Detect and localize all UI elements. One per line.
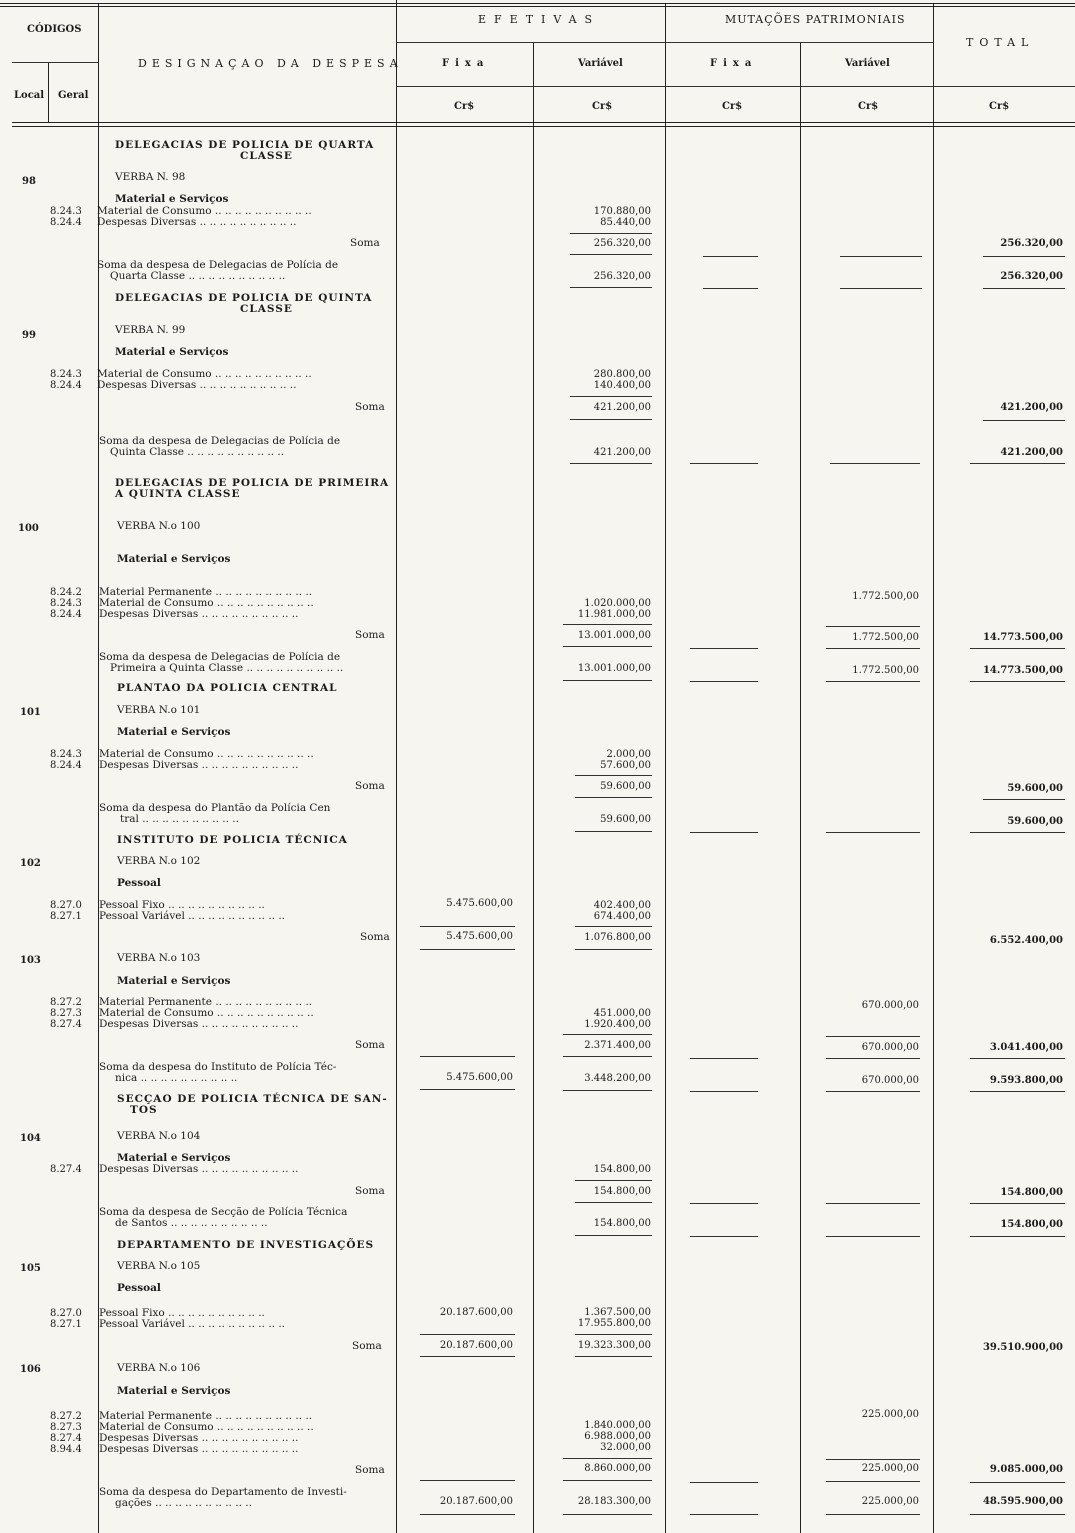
subtotal-rule (826, 1058, 920, 1059)
row-code: 8.27.0 (50, 1308, 82, 1319)
subtotal-rule (826, 1459, 920, 1460)
dash-rule (983, 256, 1065, 257)
soma-var: 59.600,00 (600, 781, 651, 792)
subtotal-rule (563, 1056, 652, 1057)
soma-total: 9.085.000,00 (989, 1464, 1063, 1475)
dash-rule (840, 256, 922, 257)
total-rule (970, 681, 1065, 682)
row-var: 6.988.000,00 (584, 1431, 651, 1442)
row-mut-var: 1.772.500,00 (852, 591, 919, 602)
row-var: 402.400,00 (593, 900, 651, 911)
total-rule (970, 1091, 1065, 1092)
soma-var: 19.323.300,00 (577, 1340, 651, 1351)
row-var: 1.367.500,00 (584, 1307, 651, 1318)
soma-label: Soma (355, 1464, 385, 1476)
section-title: SECÇAO DE POLICIA TÉCNICA DE SAN- (117, 1093, 388, 1105)
soma-label: Soma (355, 1039, 385, 1051)
sum-label-cont: de Santos .. .. .. .. .. .. .. .. .. .. (115, 1217, 268, 1229)
sum-label: Soma da despesa do Plantão da Polícia Cen (99, 802, 331, 814)
soma-total: 14.773.500,00 (982, 632, 1063, 643)
total-rule (570, 287, 652, 288)
soma-var: 2.371.400,00 (584, 1040, 651, 1051)
row-desc: Material de Consumo .. .. .. .. .. .. .. .. .. .. (97, 205, 312, 217)
row-desc: Despesas Diversas .. .. .. .. .. .. .. .. .. .. (99, 1432, 299, 1444)
row-desc: Pessoal Fixo .. .. .. .. .. .. .. .. .. .. (99, 1307, 265, 1319)
row-desc: Material Permanente .. .. .. .. .. .. .. .. .. .. (99, 1410, 313, 1422)
row-code: 8.24.3 (50, 598, 82, 609)
row-code: 8.24.4 (50, 760, 82, 771)
total-rule (970, 1236, 1065, 1237)
soma-label: Soma (352, 1340, 382, 1352)
row-var: 154.800,00 (593, 1164, 651, 1175)
soma-label: Soma (355, 1185, 385, 1197)
sum-mut-var: 670.000,00 (861, 1075, 919, 1086)
total-rule (420, 1514, 515, 1515)
group-label: Material e Serviços (117, 726, 231, 738)
row-var: 170.880,00 (593, 206, 651, 217)
sum-label-cont: Quarta Classe .. .. .. .. .. .. .. .. .. .. (110, 270, 286, 282)
row-code: 8.24.3 (50, 749, 82, 760)
subtotal-rule (575, 926, 652, 927)
row-desc: Despesas Diversas .. .. .. .. .. .. .. .. .. .. (99, 1163, 299, 1175)
rule-currency (396, 86, 1075, 87)
row-var: 1.020.000,00 (584, 598, 651, 609)
dash-rule (690, 832, 758, 833)
row-desc: Material de Consumo .. .. .. .. .. .. .. .. .. .. (99, 597, 314, 609)
total-rule (570, 463, 652, 464)
rule-mutacoes-fixa (800, 42, 801, 1533)
row-mut-var: 670.000,00 (861, 1000, 919, 1011)
row-code: 8.27.4 (50, 1164, 82, 1175)
sum-label-cont: nica .. .. .. .. .. .. .. .. .. .. (115, 1072, 238, 1084)
verba-label: VERBA N.o 101 (117, 704, 201, 716)
row-var: 17.955.800,00 (577, 1318, 651, 1329)
row-code: 8.27.0 (50, 900, 82, 911)
dash-rule (690, 1091, 758, 1092)
row-code: 8.94.4 (50, 1444, 82, 1455)
sum-var: 28.183.300,00 (577, 1496, 651, 1507)
row-desc: Despesas Diversas .. .. .. .. .. .. .. .. .. .. (97, 216, 297, 228)
subtotal-rule (826, 626, 920, 627)
soma-label: Soma (360, 931, 390, 943)
local-code: 106 (20, 1364, 41, 1375)
total-rule (563, 680, 652, 681)
row-code: 8.27.2 (50, 997, 82, 1008)
soma-total: 154.800,00 (1000, 1187, 1063, 1198)
soma-total: 421.200,00 (1000, 402, 1063, 413)
dash-rule (970, 648, 1065, 649)
row-var: 32.000,00 (600, 1442, 651, 1453)
rule-codigos-split (12, 62, 98, 63)
group-label: Material e Serviços (115, 193, 229, 205)
subtotal-rule (570, 254, 652, 255)
row-desc: Despesas Diversas .. .. .. .. .. .. .. .. .. .. (99, 1443, 299, 1455)
row-var: 140.400,00 (593, 380, 651, 391)
row-desc: Despesas Diversas .. .. .. .. .. .. .. .. .. .. (99, 1018, 299, 1030)
dash-rule (690, 463, 758, 464)
local-code: 100 (18, 523, 39, 534)
soma-fixa: 5.475.600,00 (446, 931, 513, 942)
total-rule (970, 832, 1065, 833)
soma-var: 8.860.000,00 (584, 1463, 651, 1474)
row-var: 674.400,00 (593, 911, 651, 922)
soma-mut-var: 1.772.500,00 (852, 632, 919, 643)
verba-label: VERBA N.o 104 (117, 1130, 201, 1142)
row-desc: Despesas Diversas .. .. .. .. .. .. .. .. .. .. (97, 379, 297, 391)
total-rule (970, 1514, 1065, 1515)
header-geral: Geral (58, 90, 89, 101)
dash-rule (840, 288, 922, 289)
dash-rule (970, 1482, 1065, 1483)
dash-rule (970, 463, 1065, 464)
row-code: 8.27.4 (50, 1433, 82, 1444)
row-var: 1.920.400,00 (584, 1019, 651, 1030)
subtotal-rule (575, 1202, 652, 1203)
subtotal-rule (575, 1356, 652, 1357)
row-var: 11.981.000,00 (577, 609, 651, 620)
total-rule (563, 1090, 652, 1091)
local-code: 103 (20, 955, 41, 966)
total-rule (826, 1514, 920, 1515)
subtotal-rule (563, 1480, 652, 1481)
sum-total: 256.320,00 (1000, 271, 1063, 282)
currency-mut-fixa: Cr$ (722, 101, 743, 112)
row-desc: Material de Consumo .. .. .. .. .. .. .. .. .. .. (97, 368, 312, 380)
subtotal-rule (420, 1056, 515, 1057)
rule-header-bottom (12, 122, 1075, 123)
row-var: 1.840.000,00 (584, 1420, 651, 1431)
local-code: 98 (22, 176, 36, 187)
soma-var: 256.320,00 (593, 238, 651, 249)
row-code: 8.27.4 (50, 1019, 82, 1030)
sum-label-cont: Primeira a Quinta Classe .. .. .. .. .. .. .. .. .. .. (110, 662, 344, 674)
row-desc: Material Permanente .. .. .. .. .. .. .. .. .. .. (99, 996, 313, 1008)
header-codigos: CÓDIGOS (27, 24, 82, 35)
group-label: Material e Serviços (115, 346, 229, 358)
dash-rule (983, 288, 1065, 289)
row-var: 280.800,00 (593, 369, 651, 380)
dash-rule (826, 1203, 920, 1204)
sum-mut-var: 1.772.500,00 (852, 665, 919, 676)
subtotal-rule (826, 1036, 920, 1037)
local-code: 102 (20, 858, 41, 869)
dash-rule (690, 648, 758, 649)
soma-var: 13.001.000,00 (577, 630, 651, 641)
row-code: 8.27.2 (50, 1411, 82, 1422)
sum-label-cont: tral .. .. .. .. .. .. .. .. .. .. (120, 813, 239, 825)
sum-total: 48.595.900,00 (982, 1496, 1063, 1507)
header-designacao: DESIGNAÇAO DA DESPESA (138, 57, 403, 70)
rule-header-bottom-2 (12, 126, 1075, 127)
row-code: 8.24.3 (50, 206, 82, 217)
soma-var: 154.800,00 (593, 1186, 651, 1197)
subtotal-rule (420, 926, 515, 927)
currency-total: Cr$ (989, 101, 1010, 112)
row-code: 8.24.2 (50, 587, 82, 598)
sum-label: Soma da despesa de Delegacias de Polícia de (99, 651, 341, 663)
rule-top-2 (0, 6, 1075, 7)
total-rule (826, 681, 920, 682)
sum-mut-var: 225.000,00 (861, 1496, 919, 1507)
sum-var: 421.200,00 (593, 447, 651, 458)
row-desc: Material de Consumo .. .. .. .. .. .. .. .. .. .. (99, 1007, 314, 1019)
verba-label: VERBA N.o 102 (117, 855, 201, 867)
group-label: Material e Serviços (117, 975, 231, 987)
dash-rule (690, 1058, 758, 1059)
soma-mut-var: 225.000,00 (861, 1463, 919, 1474)
rule-designacao (396, 0, 397, 1533)
header-variavel: Variável (578, 58, 623, 69)
subtotal-rule (563, 646, 652, 647)
dash-rule (690, 1236, 758, 1237)
row-desc: Despesas Diversas .. .. .. .. .. .. .. .. .. .. (99, 759, 299, 771)
currency-fixa: Cr$ (454, 101, 475, 112)
subtotal-rule (826, 648, 920, 649)
subtotal-rule (575, 1180, 652, 1181)
verba-label: VERBA N. 99 (115, 324, 186, 336)
sum-total: 421.200,00 (1000, 447, 1063, 458)
dash-rule (703, 288, 758, 289)
verba-label: VERBA N.o 106 (117, 1362, 201, 1374)
row-code: 8.27.1 (50, 911, 82, 922)
group-label: Pessoal (117, 877, 161, 889)
row-fixa: 5.475.600,00 (446, 898, 513, 909)
dash-rule (690, 1482, 758, 1483)
local-code: 105 (20, 1263, 41, 1274)
rule-top (0, 3, 1075, 4)
row-desc: Pessoal Variável .. .. .. .. .. .. .. .. .. .. (99, 910, 286, 922)
group-label: Material e Serviços (117, 1152, 231, 1164)
header-local: Local (14, 90, 45, 101)
soma-total: 39.510.900,00 (982, 1342, 1063, 1353)
header-fixa: Fixa (442, 58, 490, 69)
row-mut-var: 225.000,00 (861, 1409, 919, 1420)
soma-total: 59.600,00 (1007, 783, 1063, 794)
verba-label: VERBA N.o 100 (117, 520, 201, 532)
dash-rule (690, 1203, 758, 1204)
subtotal-rule (420, 1356, 515, 1357)
group-label: Material e Serviços (117, 553, 231, 565)
sum-label: Soma da despesa de Secção de Polícia Técnica (99, 1206, 348, 1218)
row-var: 451.000,00 (593, 1008, 651, 1019)
subtotal-rule (570, 396, 652, 397)
soma-mut-var: 670.000,00 (861, 1042, 919, 1053)
local-code: 101 (20, 707, 41, 718)
header-total: TOTAL (966, 36, 1035, 49)
subtotal-rule (420, 1334, 515, 1335)
sum-label: Soma da despesa do Departamento de Investi- (99, 1486, 347, 1498)
group-label: Material e Serviços (117, 1385, 231, 1397)
total-rule (420, 1089, 515, 1090)
dash-rule (983, 799, 1065, 800)
soma-var: 1.076.800,00 (584, 932, 651, 943)
verba-label: VERBA N.o 103 (117, 952, 201, 964)
row-desc: Material Permanente .. .. .. .. .. .. .. .. .. .. (99, 586, 313, 598)
sum-label-cont: Quinta Classe .. .. .. .. .. .. .. .. .. .. (110, 446, 285, 458)
subtotal-rule (575, 949, 652, 950)
dash-rule (826, 832, 920, 833)
subtotal-rule (826, 1481, 920, 1482)
sum-fixa: 5.475.600,00 (446, 1072, 513, 1083)
section-title-cont: TOS (130, 1104, 158, 1116)
row-code: 8.24.3 (50, 369, 82, 380)
section-title: DEPARTAMENTO DE INVESTIGAÇÕES (117, 1239, 375, 1251)
sum-total: 154.800,00 (1000, 1219, 1063, 1230)
soma-total: 6.552.400,00 (989, 935, 1063, 946)
header-variavel-mutacoes: Variável (845, 58, 890, 69)
section-title-cont: CLASSE (240, 303, 293, 315)
currency-mut-variavel: Cr$ (858, 101, 879, 112)
sum-total: 14.773.500,00 (982, 665, 1063, 676)
sum-label: Soma da despesa de Delegacias de Polícia de (97, 259, 339, 271)
row-desc: Material de Consumo .. .. .. .. .. .. .. .. .. .. (99, 748, 314, 760)
row-fixa: 20.187.600,00 (439, 1307, 513, 1318)
subtotal-rule (420, 949, 515, 950)
subtotal-rule (563, 1458, 652, 1459)
row-code: 8.24.4 (50, 217, 82, 228)
local-code: 99 (22, 330, 36, 341)
section-title-cont: A QUINTA CLASSE (115, 488, 241, 500)
total-rule (826, 1091, 920, 1092)
row-desc: Despesas Diversas .. .. .. .. .. .. .. .. .. .. (99, 608, 299, 620)
rule-local (48, 62, 49, 122)
rule-subheader (396, 42, 933, 43)
soma-fixa: 20.187.600,00 (439, 1340, 513, 1351)
row-code: 8.24.4 (50, 380, 82, 391)
dash-rule (826, 1236, 920, 1237)
dash-rule (690, 1514, 758, 1515)
section-title: DELEGACIAS DE POLICIA DE PRIMEIRA (115, 477, 390, 489)
sum-label: Soma da despesa de Delegacias de Polícia de (99, 435, 341, 447)
soma-total: 3.041.400,00 (989, 1042, 1063, 1053)
dash-rule (703, 256, 758, 257)
soma-total: 256.320,00 (1000, 238, 1063, 249)
subtotal-rule (570, 233, 652, 234)
section-title-cont: CLASSE (240, 150, 293, 162)
verba-label: VERBA N.o 105 (117, 1260, 201, 1272)
subtotal-rule (420, 1480, 515, 1481)
header-fixa-mutacoes: Fixa (710, 58, 758, 69)
header-efetivas: EFETIVAS (478, 13, 601, 26)
verba-label: VERBA N. 98 (115, 171, 186, 183)
group-label: Pessoal (117, 1282, 161, 1294)
subtotal-rule (575, 775, 652, 776)
sum-var: 59.600,00 (600, 814, 651, 825)
soma-label: Soma (355, 780, 385, 792)
sum-total: 9.593.800,00 (989, 1075, 1063, 1086)
soma-var: 421.200,00 (593, 402, 651, 413)
section-title: DELEGACIAS DE POLICIA DE QUINTA (115, 292, 373, 304)
sum-fixa: 20.187.600,00 (439, 1496, 513, 1507)
sum-var: 3.448.200,00 (584, 1073, 651, 1084)
sum-label-cont: gações .. .. .. .. .. .. .. .. .. .. (115, 1497, 252, 1509)
dash-rule (983, 420, 1065, 421)
row-desc: Pessoal Variável .. .. .. .. .. .. .. .. .. .. (99, 1318, 286, 1330)
subtotal-rule (563, 624, 652, 625)
row-var: 57.600,00 (600, 760, 651, 771)
row-code: 8.27.3 (50, 1422, 82, 1433)
row-code: 8.27.1 (50, 1319, 82, 1330)
row-desc: Material de Consumo .. .. .. .. .. .. .. .. .. .. (99, 1421, 314, 1433)
sum-var: 13.001.000,00 (577, 663, 651, 674)
dash-rule (830, 463, 920, 464)
soma-label: Soma (355, 629, 385, 641)
subtotal-rule (575, 797, 652, 798)
subtotal-rule (575, 1334, 652, 1335)
total-rule (575, 831, 652, 832)
local-code: 104 (20, 1133, 41, 1144)
total-rule (575, 1235, 652, 1236)
currency-variavel: Cr$ (592, 101, 613, 112)
row-desc: Pessoal Fixo .. .. .. .. .. .. .. .. .. .. (99, 899, 265, 911)
soma-label: Soma (355, 401, 385, 413)
subtotal-rule (563, 1034, 652, 1035)
row-var: 85.440,00 (600, 217, 651, 228)
dash-rule (970, 1058, 1065, 1059)
row-code: 8.24.4 (50, 609, 82, 620)
dash-rule (970, 1203, 1065, 1204)
section-title: DELEGACIAS DE POLICIA DE QUARTA (115, 139, 375, 151)
sum-var: 154.800,00 (593, 1218, 651, 1229)
rule-efetivas (665, 4, 666, 1533)
sum-total: 59.600,00 (1007, 816, 1063, 827)
row-code: 8.27.3 (50, 1008, 82, 1019)
dash-rule (690, 681, 758, 682)
rule-mutacoes (933, 4, 934, 1533)
section-title: INSTITUTO DE POLICIA TÉCNICA (117, 834, 348, 846)
total-rule (563, 1514, 652, 1515)
header-mutacoes: MUTAÇÕES PATRIMONIAIS (725, 13, 906, 26)
sum-var: 256.320,00 (593, 271, 651, 282)
sum-label: Soma da despesa do Instituto de Polícia Téc- (99, 1061, 337, 1073)
section-title: PLANTAO DA POLICIA CENTRAL (117, 682, 338, 694)
subtotal-rule (570, 419, 652, 420)
row-var: 2.000,00 (606, 749, 651, 760)
soma-label: Soma (350, 237, 380, 249)
